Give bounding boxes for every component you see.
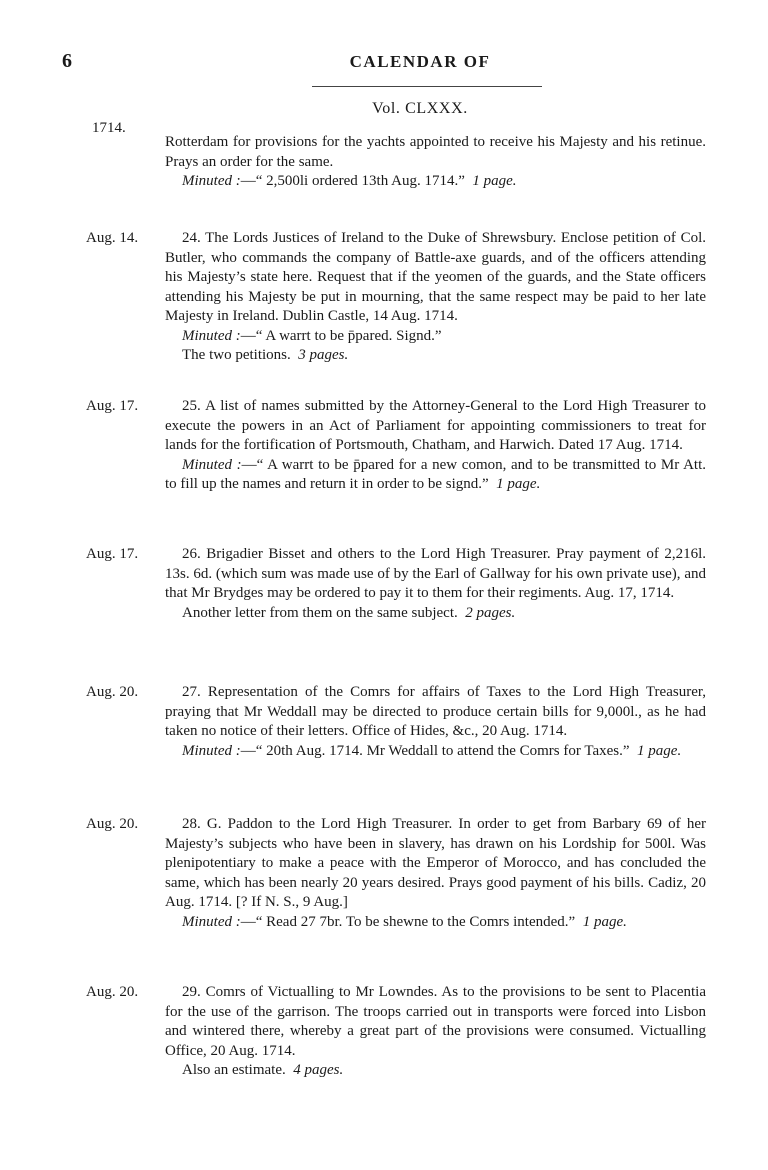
entry-minute (165, 742, 706, 762)
extra-text: Also an estimate. (182, 1062, 286, 1078)
minute-text: —“ A warrt to be p̄pared. Signd.” (240, 327, 442, 344)
minute-label: Minuted : (182, 173, 241, 189)
entry-body: 29. Comrs of Victualling to Mr Lowndes. As to the provisions to be sent to Placentia for the use of the garrison. The troops carried out in transports were forced into Lisbon and wintered there, whereby a great part of the provisions were consumed. Victualling Office, 20 Aug. 1714. (165, 984, 706, 1059)
entry-27 (86, 683, 706, 761)
year-margin-note: 1714. (92, 120, 126, 136)
page-count: 2 pages. (465, 604, 516, 621)
minute-label: Minuted : (182, 913, 241, 930)
entry-body: 27. Representation of the Comrs for affairs of Taxes to the Lord High Treasurer, praying that Mr Weddall may be directed to produce certain bills for 9,000l., as he had taken no notice of their letters. Office of Hides, &c., 20 Aug. 1714. (165, 684, 706, 739)
page-count: 3 pages. (298, 347, 349, 363)
entry-body: 25. A list of names submitted by the Attorney-General to the Lord High Treasurer to execute the powers in an Act of Parliament for appointing commissioners to treat for lands for the fortification of Portsmouth, Chatham, and Harwich. Dated 17 Aug. 1714. (165, 398, 706, 453)
entry-date: Aug. 20. (86, 984, 139, 1000)
running-title: CALENDAR OF (349, 52, 491, 71)
entry-extra (165, 346, 706, 366)
minute-label: Minuted : (182, 327, 241, 344)
extra-text: The two petitions. (182, 347, 291, 363)
minute-text: —“ 2,500li ordered 13th Aug. 1714.” (240, 173, 465, 189)
entry-extra (165, 1061, 706, 1081)
page-count: 4 pages. (293, 1062, 344, 1078)
minute-text: —“ Read 27 7br. To be shewne to the Comrs intended.” (240, 913, 576, 930)
page-count: 1 page. (496, 476, 541, 492)
entry-29 (86, 983, 706, 1081)
entry-date: Aug. 14. (86, 230, 139, 246)
entry-minute (165, 456, 706, 495)
minute-label: Minuted : (182, 742, 241, 759)
entry-date: Aug. 20. (86, 684, 139, 700)
extra-text: Another letter from them on the same subject. (182, 604, 458, 621)
volume-heading: Vol. CLXXX. (372, 100, 468, 117)
entry-extra (165, 604, 706, 624)
entry-minute (165, 172, 706, 192)
header-rule (312, 86, 542, 87)
entry-25 (86, 397, 706, 495)
page-count: 1 page. (637, 742, 682, 759)
entry-date: Aug. 17. (86, 398, 139, 414)
entry-date: Aug. 20. (86, 816, 139, 832)
entry-28 (86, 815, 706, 932)
entry-minute (165, 913, 706, 933)
entry-body: 24. The Lords Justices of Ireland to the Duke of Shrewsbury. Enclose petition of Col. Butler, who commands the company of Battle-axe guards, and of the officers attending his Majesty’s state here. Request that if the yeomen of the guards, and the State officers attending his Majesty be put in mourning, that the same respect may be paid to her late Majesty in Ireland. Dublin Castle, 14 Aug. 1714. (165, 230, 706, 324)
entry-body: 26. Brigadier Bisset and others to the Lord High Treasurer. Pray payment of 2,216l. 13s. 6d. (which sum was made use of by the Earl of Gallway for his own private use), and that Mr Brydges may be ordered to pay it to them for their regiments. Aug. 17, 1714. (165, 546, 706, 601)
entry-26 (86, 545, 706, 623)
entry-continuation (86, 133, 706, 192)
minute-text: —“ A warrt to be p̄pared for a new comon, and to be transmitted to Mr Att. to fill up the names and return it in order to be signd.” (165, 456, 707, 492)
page-count: 1 page. (582, 913, 627, 930)
entry-24 (86, 229, 706, 366)
entry-date: Aug. 17. (86, 546, 139, 562)
entry-body: Rotterdam for provisions for the yachts appointed to receive his Majesty and his retinue. Prays an order for the same. (165, 134, 706, 170)
minute-label: Minuted : (182, 456, 242, 473)
entry-minute (165, 327, 706, 347)
minute-text: —“ 20th Aug. 1714. Mr Weddall to attend the Comrs for Taxes.” (240, 742, 630, 759)
page-count: 1 page. (472, 173, 517, 189)
entry-body: 28. G. Paddon to the Lord High Treasurer. In order to get from Barbary 69 of her Majesty’s subjects who have been in slavery, has drawn on his Lordship for 500l. Was plenipotentiary to make a peace with the Emperor of Morocco, and has concluded the same, which has been nearly 20 years desired. Prays good payment of his bills. Cadiz, 20 Aug. 1714. [? If N. S., 9 Aug.] (165, 816, 706, 910)
page-number: 6 (62, 50, 72, 72)
